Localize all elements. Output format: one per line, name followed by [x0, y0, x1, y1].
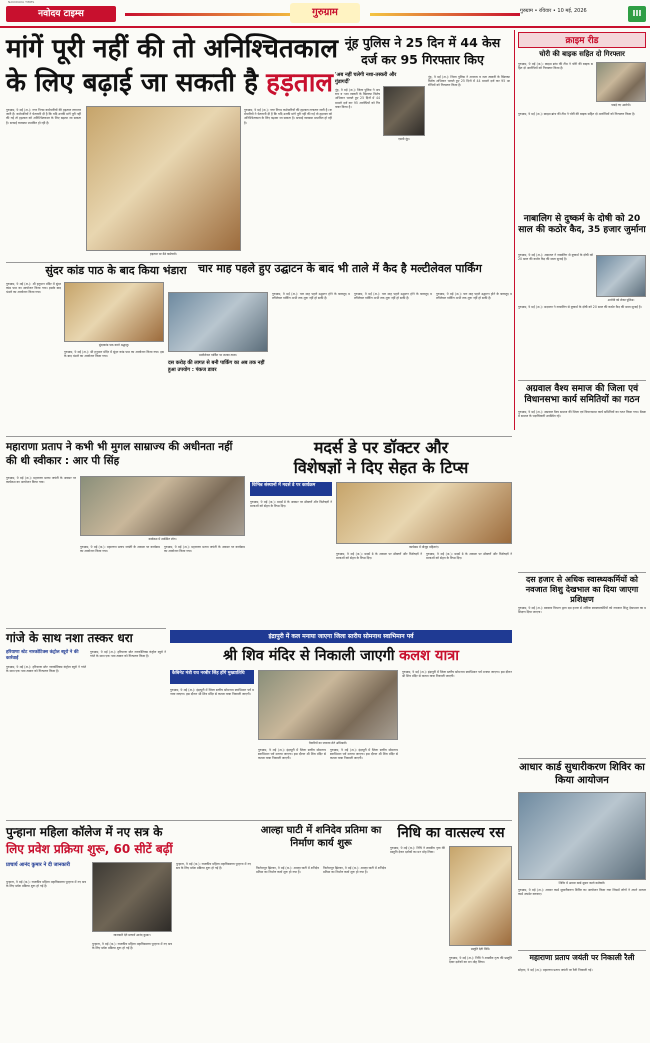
kalash-photo	[258, 670, 398, 740]
kalash-headline-text: श्री शिव मंदिर से निकाली जाएगी	[223, 648, 395, 664]
sundarkand-body: गुरुग्राम, 9 मई (अ.): श्री हनुमान मंदिर में सुंदर कांड पाठ का आयोजन किया गया। इसके बाद भंडारे का आयोजन किया गया।	[6, 282, 61, 295]
drugs-headline: गांजे के साथ नशा तस्कर धरा	[6, 631, 133, 645]
lead-headline-accent: हड़ताल	[266, 68, 334, 98]
crime-body-1b: गुरुग्राम, 9 मई (अ.): क्राइम ब्रांच की टीम ने चोरी की बाइक सहित दो आरोपियों को गिरफ्तार किया है।	[518, 112, 636, 116]
lead-body-col2: गुरुग्राम, 9 मई (अ.): नगर निगम कर्मचारियों की हड़ताल लगातार जारी है। कर्मचारियों ने चेतावनी दी है कि यदि उनकी मांगें पूरी नहीं की गई तो हड़ताल को अनिश्चितकाल के लिए बढ़ाया जा सकता है। सफाई व्यवस्था प्रभावित हो रही है।	[244, 108, 332, 125]
health-body: गुरुग्राम, 9 मई (अ.): स्वास्थ्य विभाग द्वारा दस हजार से अधिक स्वास्थ्यकर्मियों को नवजात शिशु देखभाल का प्रशिक्षण दिया जाएगा।	[518, 606, 646, 615]
aadhaar-photo	[518, 792, 646, 880]
mothers-body: गुरुग्राम, 9 मई (अ.): मदर्स डे के अवसर पर डॉक्टरों और विशेषज्ञों ने माताओं को सेहत के टिप्स दिए।	[250, 500, 332, 509]
divider	[518, 572, 646, 573]
alha-headline: आल्हा घाटी में शनिदेव प्रतिमा का निर्माण कार्य शुरू	[260, 825, 382, 849]
kalash-body-col3: गुरुग्राम, 9 मई (अ.): इंद्रापुरी में जिला स्तरीय सोमनाथ स्वाभिमान पर्व मनाया जाएगा। इस दौरान श्री शिव मंदिर से कलश यात्रा निकाली जाएगी।	[330, 748, 398, 761]
masthead-url: NAVODAYA TIMES	[8, 0, 35, 4]
masthead-ornament-right	[370, 13, 520, 16]
masthead-bar	[0, 0, 650, 28]
lead-headline-line1: मांगें पूरी नहीं की तो अनिश्चितकाल	[6, 34, 339, 64]
crime-photo-2-caption: आरोपी को लेकर पुलिस।	[607, 298, 635, 302]
sundarkand-photo-caption: सुंदरकांड पाठ करते श्रद्धालु।	[98, 343, 130, 347]
section-title: गुरुग्राम	[290, 3, 360, 23]
divider	[6, 436, 512, 437]
crime-body-1: गुरुग्राम, 9 मई (अ.): क्राइम ब्रांच की टीम ने चोरी की बाइक सहित दो आरोपियों को गिरफ्तार किया है।	[518, 62, 593, 71]
mothers-photo	[336, 482, 512, 544]
nidhi-photo-caption: प्रस्तुति देती निधि।	[470, 947, 491, 951]
aadhaar-body: गुरुग्राम, 9 मई (अ.): आधार कार्ड सुधारीकरण शिविर का आयोजन किया गया जिसमें लोगों ने अपने आधार कार्ड अपडेट करवाए।	[518, 888, 646, 897]
masthead-ornament	[125, 13, 305, 16]
pratap-photo	[80, 476, 245, 536]
pratap-body: गुरुग्राम, 9 मई (अ.): महाराणा प्रताप जयंती के अवसर पर कार्यक्रम का आयोजन किया गया।	[6, 476, 76, 485]
kalash-subhead: कैबिनेट मंत्री राव नरबीर सिंह होंगे मुख्यातिथि	[172, 671, 245, 676]
drugs-body-col2: गुरुग्राम, 9 मई (अ.): हरियाणा स्टेट नारकोटिक्स कंट्रोल ब्यूरो ने गांजे के साथ एक नशा तस्कर को गिरफ्तार किया है।	[90, 650, 166, 659]
college-subhead: प्राचार्य आनंद कुमार ने दी जानकारी	[6, 862, 70, 868]
college-headline-line2: लिए प्रवेश प्रक्रिया शुरू, 60 सीटें बढ़ीं	[6, 842, 173, 856]
alha-body-col2: फिरोजपुर झिरका, 9 मई (अ.): आल्हा घाटी में शनिदेव प्रतिमा का निर्माण कार्य शुरू हो गया है।	[323, 866, 386, 875]
nidhi-photo	[449, 846, 512, 946]
nuh-photo-caption: एसपी नूंह।	[398, 137, 410, 141]
lead-photo	[86, 106, 241, 251]
divider	[518, 758, 646, 759]
pratap-body-col2: गुरुग्राम, 9 मई (अ.): महाराणा प्रताप जयंती के अवसर पर कार्यक्रम का आयोजन किया गया।	[80, 545, 160, 554]
parking-body-col2: गुरुग्राम, 9 मई (अ.): चार माह पहले उद्घाटन होने के बावजूद मल्टीलेवल पार्किंग अभी तक शुरू नहीं हो सकी है।	[354, 292, 432, 301]
drugs-body: गुरुग्राम, 9 मई (अ.): हरियाणा स्टेट नारकोटिक्स कंट्रोल ब्यूरो ने गांजे के साथ एक नशा तस्कर को गिरफ्तार किया है।	[6, 665, 86, 674]
agrawal-body: गुरुग्राम, 9 मई (अ.): अग्रवाल वैश्य समाज की जिला एवं विधानसभा कार्य समितियों का गठन किया गया। बैठक में समाज के पदाधिकारी उपस्थित रहे।	[518, 410, 646, 419]
pratap-photo-caption: कार्यक्रम में उपस्थित लोग।	[148, 537, 177, 541]
nidhi-body-col2: गुरुग्राम, 9 मई (अ.): निधि ने शास्त्रीय नृत्य की प्रस्तुति देकर दर्शकों का मन मोह लिया।	[449, 956, 512, 965]
crime-body-2b: गुरुग्राम, 9 मई (अ.): अदालत ने नाबालिग से दुष्कर्म के दोषी को 20 साल की कठोर कैद की सजा सुनाई है।	[518, 305, 642, 309]
mothers-headline-line2: विशेषज्ञों ने दिए सेहत के टिप्स	[293, 458, 469, 477]
kalash-photo-caption: तैयारियों का जायजा लेते अधिकारी।	[308, 741, 348, 745]
lead-headline-text: के लिए बढ़ाई जा सकती है	[6, 68, 258, 98]
nuh-quote: 'अब नहीं चलेगी नशा-तस्करी और गुंडागर्दी'	[335, 72, 397, 85]
parking-photo	[168, 292, 268, 352]
kalash-body: गुरुग्राम, 9 मई (अ.): इंद्रापुरी में जिला स्तरीय सोमनाथ स्वाभिमान पर्व मनाया जाएगा। इस दौरान श्री शिव मंदिर से कलश यात्रा निकाली जाएगी।	[170, 688, 254, 697]
aadhaar-headline: आधार कार्ड सुधारीकरण शिविर का किया आयोजन	[519, 762, 645, 786]
parking-subhead: दस करोड़ की लागत से बनी पार्किंग का अब तक नहीं हुआ उपयोग : पंकज डावर	[168, 360, 265, 373]
mothers-headline-line1: मदर्स डे पर डॉक्टर और	[313, 438, 449, 457]
rally-body: सोहना, 9 मई (अ.): महाराणा प्रताप जयंती पर रैली निकाली गई।	[518, 968, 593, 972]
mothers-subhead: विभिन्न संस्थानों में मदर्स डे पर कार्यक्रम	[252, 483, 316, 488]
crime-headline-2: नाबालिग से दुष्कर्म के दोषी को 20 साल की कठोर कैद, 35 हजार जुर्माना	[518, 214, 646, 235]
nidhi-body: गुरुग्राम, 9 मई (अ.): निधि ने शास्त्रीय नृत्य की प्रस्तुति देकर दर्शकों का मन मोह लिया।	[390, 846, 445, 855]
page-number: III	[628, 6, 646, 22]
crime-photo-2	[596, 255, 646, 297]
nuh-body: नूंह, 9 मई (अ.): जिला पुलिस ने अपराध व नशा तस्करी के खिलाफ विशेष अभियान चलाते हुए 25 दिनों में 44 मामले दर्ज कर 95 आरोपियों को गिरफ्तार किया है।	[335, 88, 380, 109]
sundarkand-photo	[64, 282, 164, 342]
drugs-subhead: हरियाणा स्टेट नारकोटिक्स कंट्रोल ब्यूरो ने की कार्रवाई	[6, 650, 79, 661]
pratap-headline: महाराणा प्रताप ने कभी भी मुगल साम्राज्य की अधीनता नहीं की थी स्वीकार : आर पी सिंह	[6, 441, 233, 467]
divider	[518, 380, 646, 381]
nuh-photo	[383, 86, 425, 136]
divider	[6, 820, 512, 821]
parking-body-col3: गुरुग्राम, 9 मई (अ.): चार माह पहले उद्घाटन होने के बावजूद मल्टीलेवल पार्किंग अभी तक शुरू नहीं हो सकी है।	[436, 292, 512, 301]
kalash-banner: इंद्रापुरी में कल मनाया जाएगा जिला स्तरीय सोमनाथ स्वाभिमान पर्व	[170, 630, 512, 643]
agrawal-headline: अग्रवाल वैश्य समाज की जिला एवं विधानसभा कार्य समितियों का गठन	[524, 384, 640, 405]
nidhi-headline: निधि का वात्सल्य रस	[397, 825, 505, 841]
lead-photo-caption: हड़ताल पर बैठे कर्मचारी।	[150, 252, 177, 256]
parking-headline: चार माह पहले हुए उद्घाटन के बाद भी ताले में कैद है मल्टीलेवल पार्किंग	[198, 262, 482, 275]
divider	[518, 950, 646, 951]
nuh-headline: नूंह पुलिस ने 25 दिन में 44 केस दर्ज कर 95 गिरफ्तार किए	[344, 35, 501, 67]
college-body-col2: पुन्हाना, 9 मई (अ.): राजकीय महिला महाविद्यालय पुन्हाना में नए सत्र के लिए प्रवेश प्रक्रिया शुरू हो गई है।	[92, 942, 172, 951]
crime-photo-1	[596, 62, 646, 102]
mothers-photo-caption: कार्यक्रम में मौजूद महिलाएं।	[409, 545, 439, 549]
crime-body-2: गुरुग्राम, 9 मई (अ.): अदालत ने नाबालिग से दुष्कर्म के दोषी को 20 साल की कठोर कैद की सजा सुनाई है।	[518, 253, 593, 262]
kalash-headline	[170, 646, 512, 666]
issue-date: गुरुग्राम • रविवार • 10 मई, 2026	[520, 8, 587, 14]
kalash-headline-accent: कलश यात्रा	[399, 648, 459, 664]
college-body-col3: पुन्हाना, 9 मई (अ.): राजकीय महिला महाविद्यालय पुन्हाना में नए सत्र के लिए प्रवेश प्रक्रिया शुरू हो गई है।	[176, 862, 251, 871]
college-photo	[92, 862, 172, 932]
kalash-body-col2: गुरुग्राम, 9 मई (अ.): इंद्रापुरी में जिला स्तरीय सोमनाथ स्वाभिमान पर्व मनाया जाएगा। इस दौरान श्री शिव मंदिर से कलश यात्रा निकाली जाएगी।	[258, 748, 326, 761]
sundarkand-body-col2: गुरुग्राम, 9 मई (अ.): श्री हनुमान मंदिर में सुंदर कांड पाठ का आयोजन किया गया। इसके बाद भंडारे का आयोजन किया गया।	[64, 350, 164, 359]
parking-photo-caption: मल्टीलेवल पार्किंग पर लटका ताला।	[198, 353, 238, 357]
mothers-body-col2: गुरुग्राम, 9 मई (अ.): मदर्स डे के अवसर पर डॉक्टरों और विशेषज्ञों ने माताओं को सेहत के टिप्स दिए।	[336, 552, 422, 561]
alha-body: फिरोजपुर झिरका, 9 मई (अ.): आल्हा घाटी में शनिदेव प्रतिमा का निर्माण कार्य शुरू हो गया है।	[256, 866, 319, 875]
crime-banner: क्राइम रीड	[518, 32, 646, 48]
kalash-body-col4: गुरुग्राम, 9 मई (अ.): इंद्रापुरी में जिला स्तरीय सोमनाथ स्वाभिमान पर्व मनाया जाएगा। इस दौरान श्री शिव मंदिर से कलश यात्रा निकाली जाएगी।	[402, 670, 512, 679]
paper-name: नवोदय टाइम्स	[6, 6, 116, 22]
parking-body: गुरुग्राम, 9 मई (अ.): चार माह पहले उद्घाटन होने के बावजूद मल्टीलेवल पार्किंग अभी तक शुरू नहीं हो सकी है।	[272, 292, 350, 301]
college-photo-caption: जानकारी देते प्राचार्य आनंद कुमार।	[113, 933, 151, 937]
mothers-body-col3: गुरुग्राम, 9 मई (अ.): मदर्स डे के अवसर पर डॉक्टरों और विशेषज्ञों ने माताओं को सेहत के टिप्स दिए।	[426, 552, 512, 561]
divider	[6, 628, 166, 629]
health-headline: दस हजार से अधिक स्वास्थ्यकर्मियों को नवजात शिशु देखभाल का दिया जाएगा प्रशिक्षण	[525, 575, 639, 604]
crime-photo-1-caption: पकड़े गए आरोपी।	[611, 103, 631, 107]
pratap-body-col3: गुरुग्राम, 9 मई (अ.): महाराणा प्रताप जयंती के अवसर पर कार्यक्रम का आयोजन किया गया।	[164, 545, 245, 554]
nuh-body-col2: नूंह, 9 मई (अ.): जिला पुलिस ने अपराध व नशा तस्करी के खिलाफ विशेष अभियान चलाते हुए 25 दिनों में 44 मामले दर्ज कर 95 आरोपियों को गिरफ्तार किया है।	[428, 75, 510, 88]
sundarkand-headline: सुंदर कांड पाठ के बाद किया भंडारा	[45, 264, 187, 277]
lead-headline-line2	[6, 68, 334, 99]
college-body: पुन्हाना, 9 मई (अ.): राजकीय महिला महाविद्यालय पुन्हाना में नए सत्र के लिए प्रवेश प्रक्रिया शुरू हो गई है।	[6, 880, 86, 889]
college-headline-line1: पुन्हाना महिला कॉलेज में नए सत्र के	[6, 825, 163, 839]
crime-headline-1: चोरी की बाइक सहित दो गिरफ्तार	[539, 50, 625, 58]
rally-headline: महाराणा प्रताप जयंती पर निकाली रैली	[529, 953, 635, 962]
lead-body: गुरुग्राम, 9 मई (अ.): नगर निगम कर्मचारियों की हड़ताल लगातार जारी है। कर्मचारियों ने चेतावनी दी है कि यदि उनकी मांगें पूरी नहीं की गई तो हड़ताल को अनिश्चितकाल के लिए बढ़ाया जा सकता है। सफाई व्यवस्था प्रभावित हो रही है।	[6, 108, 81, 125]
aadhaar-photo-caption: शिविर में आधार कार्ड सुधार करते कर्मचारी।	[558, 881, 606, 885]
